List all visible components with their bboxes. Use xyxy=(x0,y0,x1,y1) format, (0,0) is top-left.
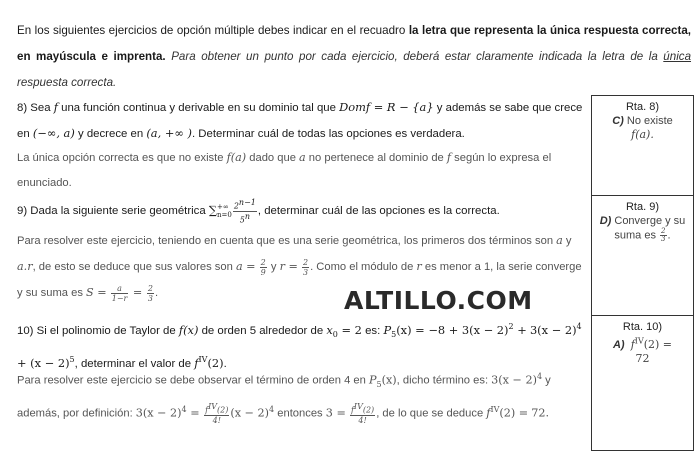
solution-9: Para resolver este ejercicio, teniendo en cuenta que es una serie geométrica, los primeros dos términos son a y a.r, de esto se deduce que sus valores son a = $\frac{2}{9}$ y r = $\frac{2}{3}$ . Como el módulo de r es menor a 1, la serie converge y su suma es S = $\frac{a}{1-r}$ = $\frac{2}{3}$ . xyxy=(17,234,582,303)
instructions xyxy=(17,18,691,96)
instructions-underlined: única xyxy=(663,50,692,63)
instructions-italic: Para obtener un punto por cada ejercicio, deberá estar claramente indicada la letra de la xyxy=(165,50,664,63)
solution-8: La única opción correcta es que no existe f(a) dado que a no pertenece al dominio de f según lo expresa el enunciado. xyxy=(17,151,552,189)
instructions-italic-end: respuesta correcta. xyxy=(17,76,117,89)
answer-box-8[interactable]: Rta. 8) C) No existe f(a). xyxy=(592,95,693,196)
question-9: 9) Dada la siguiente serie geométrica ∑ +∞ n=0 $\frac{2^{n-1}}{5^n}$ , determinar cuál de las opciones es la correcta. xyxy=(17,198,500,225)
solution-10: Para resolver este ejercicio se debe observar el término de orden 4 en $P_5(x)$, dicho término es: $3(x - 2)^4$ y además, por definición: $3(x - 2)^4$ = $\frac{f^{IV}(2)}{4!}$ $(x - 2)^4$ entonces 3 = $\frac{f^{IV}(2)}{4!}$ , de lo que se deduce $f^{IV}(2) = 72$. xyxy=(17,372,551,426)
answer-box-10[interactable]: Rta. 10) A) $f^{IV}(2)$ = 72 xyxy=(592,315,693,450)
instructions-text: En los siguientes ejercicios de opción múltiple debes indicar en el recuadro xyxy=(17,24,409,37)
question-8: 8) Sea f una función continua y derivable en su dominio tal que Domf = R − {a} y además se sabe que crece en (−∞, a) y decrece en (a, +∞ ). Determinar cuál de todas las opciones es verdadera. xyxy=(17,100,583,140)
instructions-bold: la letra que representa la única respuesta correcta, en mayúscula e imprenta. xyxy=(17,24,691,63)
summation-symbol: ∑ xyxy=(208,203,217,218)
watermark-logo: ALTILLO.COM xyxy=(344,286,533,315)
answer-box-9[interactable]: Rta. 9) D) Converge y su suma es $\frac{2}{3}$ . xyxy=(592,195,693,316)
question-10: 10) Si el polinomio de Taylor de f(x) de orden 5 alrededor de $x_0 = 2$ es: $P_5(x) = -8 + 3(x - 2)^2 + 3(x - 2)^4 + (x - 2)^5$, determinar el valor de $f^{IV}(2)$. xyxy=(17,322,582,370)
answer-column xyxy=(591,95,694,451)
